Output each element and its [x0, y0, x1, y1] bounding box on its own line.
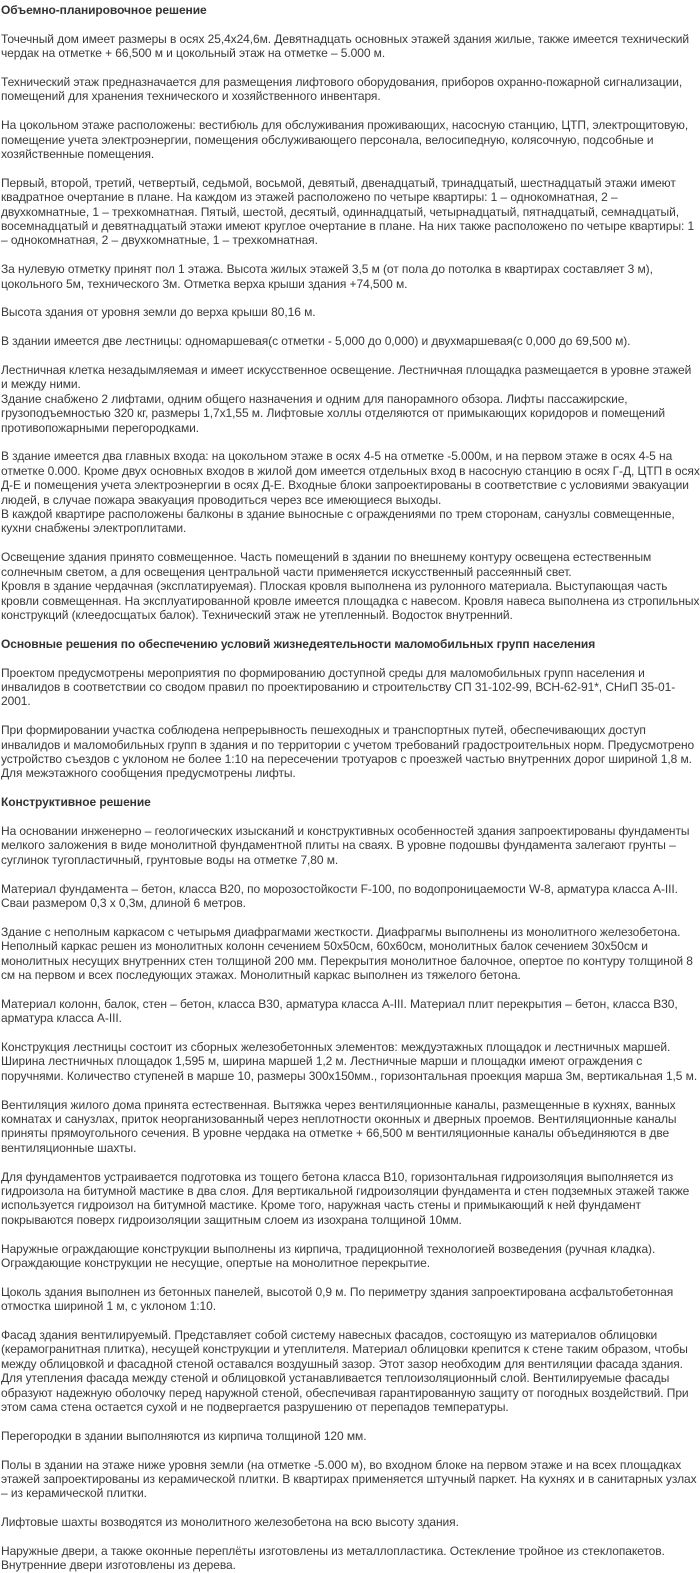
paragraph: В здание имеется два главных входа: на цокольном этаже в осях 4-5 на отметке -5.000м, и на первом этаже в осях 4-5 на отметке 0.000. Кроме двух основных входов в жилой дом имеется отдельных вход в насосную станцию в осях Г-Д, ЦТП в осях Д-Е и помещения учета электроэнергии в осях Д-Е. Входные блоки запроектированы в соответствие с условиями эвакуации людей, в случае пожара эвакуация проводиться через все имеющиеся выходы. — [1, 449, 700, 507]
paragraph: Наружные двери, а также оконные переплёты изготовлены из металлопластика. Остекление тройное из стеклопакетов. Внутренние двери изготовлены из дерева. — [1, 1544, 665, 1573]
paragraph: Здание снабжено 2 лифтами, одним общего назначения и одним для панорамного обзора. Лифты пассажирские, грузоподъемностью 320 кг, размеры 1,7х1,55 м. Лифтовые холлы отделяются от примыкающих коридоров и помещений противопожарными перегородками. — [1, 391, 666, 435]
paragraph: Конструкция лестницы состоит из сборных железобетонных элементов: междуэтажных площадок и лестничных маршей. Ширина лестничных площадок 1,595 м, ширина маршей 1,2 м. Лестничные марши и площадки имеют ограждения с поручнями. Количество ступеней в марше 10, размеры 300х150мм., горизонтальная проекция марша 3м, вертикальная 1,5 м. — [1, 1039, 698, 1083]
paragraph: На основании инженерно – геологических изысканий и конструктивных особенностей здания запроектированы фундаменты мелкого заложения в виде монолитной фундаментной плиты на сваях. В уровне подошвы фундамента залегают грунты – суглинок тугопластичный, грунтовые воды на отметке 7,80 м. — [1, 823, 690, 867]
paragraph: Точечный дом имеет размеры в осях 25,4х24,6м. Девятнадцать основных этажей здания жилые, также имеется технический чердак на отметке + 66,500 м и цокольный этаж на отметке – 5.000 м. — [1, 31, 690, 61]
paragraph: За нулевую отметку принят пол 1 этажа. Высота жилых этажей 3,5 м (от пола до потолка в квартирах составляет 3 м), цокольного 5м, технического 3м. Отметка верха крыши здания +74,500 м. — [1, 262, 653, 291]
section-heading-structural: Конструктивное решение — [1, 795, 151, 810]
paragraph: Лифтовые шахты возводятся из монолитного железобетона на всю высоту здания. — [1, 1515, 459, 1530]
paragraph: Технический этаж предназначается для размещения лифтового оборудования, приборов охранно-пожарной сигнализации, помещений для хранения технического и хозяйственного инвентаря. — [1, 75, 683, 104]
section-heading-accessibility: Основные решения по обеспечению условий жизнедеятельности маломобильных групп населения — [1, 636, 596, 651]
paragraph: Здание с неполным каркасом с четырьмя диафрагмами жесткости. Диафрагмы выполнены из монолитного железобетона. Неполный каркас решен из монолитных колонн сечением 50х50см, 60х60см, монолитных балок сечением 30х50см и монолитных несущих внутренних стен толщиной 200 мм. Перекрытия монолитное балочное, опертое по контуру толщиной 8 см на первом и всех последующих этажах. Монолитный каркас выполнен из тяжелого бетона. — [1, 924, 693, 982]
paragraph: В здании имеется две лестницы: одномаршевая(с отметки - 5,000 до 0,000) и двухмаршевая(с 0,000 до 69,500 м). — [1, 334, 631, 349]
paragraph: На цокольном этаже расположены: вестибюль для обслуживания проживающих, насосную станцию, ЦТП, электрощитовую, помещение учета электроэнергии, помещения обслуживающего персонала, велосипедную, колясочную, подсобные и хозяйственные помещения. — [1, 118, 689, 162]
paragraph: Фасад здания вентилируемый. Представляет собой систему навесных фасадов, состоящую из материалов облицовки (керамогранитная плитка), несущей конструкции и утеплителя. Материал облицовки крепится к стене таким образом, чтобы между облицовкой и фасадной стеной оставался воздушный зазор. Этот зазор необходим для вентиляции фасада здания. Для утепления фасада между стеной и облицовкой устанавливается теплоизоляционный слой. Вентилируемые фасады образуют надежную оболочку перед наружной стеной, обеспечивая гарантированную защиту от погодных воздействий. При этом сама стена остается сухой и не подвергается разрушению от перепадов температуры. — [1, 1328, 689, 1415]
paragraph: Лестничная клетка незадымляемая и имеет искусственное освещение. Лестничная площадка размещается в уровне этажей и между ними. — [1, 363, 692, 392]
paragraph: В каждой квартире расположены балконы в здание выносные с ограждениями по трем сторонам, санузлы совмещенные, кухни снабжены электроплитами. — [1, 507, 675, 536]
paragraph: Для фундаментов устраивается подготовка из тощего бетона класса В10, горизонтальная гидроизоляция выполняется из гидроизола на битумной мастике в два слоя. Для вертикальной гидроизоляции фундамента и стен подземных этажей также используется гидроизол на битумной мастике. Кроме того, наружная часть стены и примыкающий к ней фундамент покрываются поверх гидроизоляции защитным слоем из изохрана толщиной 10мм. — [1, 1169, 690, 1227]
paragraph: Освещение здания принято совмещенное. Часть помещений в здании по внешнему контуру освещена естественным солнечным светом, а для освещения центральной части применяется искусственный рассеянный свет. — [1, 550, 652, 579]
paragraph: Перегородки в здании выполняются из кирпича толщиной 120 мм. — [1, 1428, 367, 1443]
paragraph: Материал колонн, балок, стен – бетон, класса В30, арматура класса А-III. Материал плит перекрытия – бетон, класса В30, арматура класса А-III. — [1, 996, 678, 1026]
paragraph: Полы в здании на этаже ниже уровня земли (на отметке -5.000 м), во входном блоке на первом этаже и на всех площадках этажей запроектированы из керамической плитки. В квартирах применяется штучный паркет. На кухнях и в санитарных узлах – из керамической плитки. — [1, 1457, 697, 1501]
paragraph: При формировании участка соблюдена непрерывность пешеходных и транспортных путей, обеспечивающих доступ инвалидов и маломобильных групп в здания и по территории с учетом требований градостроительных норм. Предусмотрено устройство съездов с уклоном не более 1:10 на пересечении тротуаров с проезжей частью внутренних дорог шириной 1,8 м. Для межэтажного сообщения предусмотрены лифты. — [1, 723, 695, 781]
paragraph: Вентиляция жилого дома принята естественная. Вытяжка через вентиляционные каналы, размещенные в кухнях, ванных комнатах и санузлах, приток неорганизованный через неплотности оконных и дверных проемов. Вентиляционные каналы приняты прямоугольного сечения. В уровне чердака на отметке + 66,500 м вентиляционные каналы объединяются в две вентиляционные шахты. — [1, 1097, 677, 1155]
section-heading-planning: Объемно-планировочное решение — [1, 3, 207, 17]
paragraph: Первый, второй, третий, четвертый, седьмой, восьмой, девятый, двенадцатый, тринадцатый, шестнадцатый этажи имеют квадратное очертание в плане. На каждом из этажей расположено по четыре квартиры: 1 – однокомнатная, 2 – двухкомнатные, 1 – трехкомнатная. Пятый, шестой, десятый, одиннадцатый, четырнадцатый, пятнадцатый, семнадцатый, восемнадцатый и девятнадцатый этажи имеют круглое очертание в плане. На них также расположено по четыре квартиры: 1 – однокомнатная, 2 – двухкомнатные, 1 – трехкомнатная. — [1, 175, 695, 248]
paragraph: Проектом предусмотрены мероприятия по формированию доступной среды для маломобильных групп населения и инвалидов в соответствии со сводом правил по проектированию и строительству СП 31-102-99, ВСН-62-91*, СНиП 35-01-2001. — [1, 665, 676, 709]
paragraph: Наружные ограждающие конструкции выполнены из кирпича, традиционной технологией возведения (ручная кладка). Ограждающие конструкции не несущие, опертые на монолитное перекрытие. — [1, 1241, 656, 1270]
paragraph: Высота здания от уровня земли до верха крыши 80,16 м. — [1, 305, 316, 320]
paragraph: Материал фундамента – бетон, класса В20, по морозостойкости F-100, по водопроницаемости W-8, арматура класса А-III. Сваи размером 0,3 х 0,3м, длиной 6 метров. — [1, 881, 678, 910]
paragraph: Цоколь здания выполнен из бетонных панелей, высотой 0,9 м. По периметру здания запроектирована асфальтобетонная отмостка шириной 1 м, с уклоном 1:10. — [1, 1284, 674, 1314]
paragraph: Кровля в здание чердачная (эксплатируемая). Плоская кровля выполнена из рулонного материала. Выступающая часть кровли совмещенная. На эксплуатированной кровле имеется площадка с навесом. Кровля навеса выполнена из стропильных конструкций (клеедосщатых балок). Технический этаж не утепленный. Водосток внутренний. — [1, 579, 700, 622]
